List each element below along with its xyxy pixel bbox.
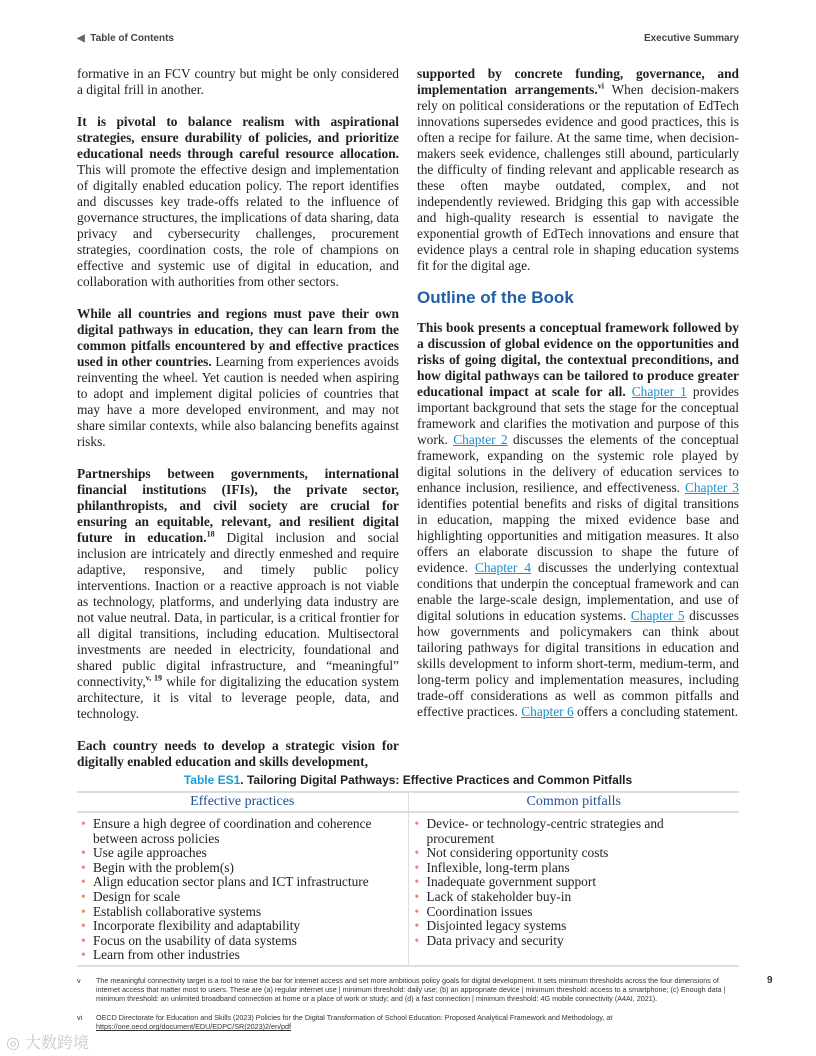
paragraph <box>417 66 739 274</box>
toc-link[interactable] <box>77 33 174 44</box>
list-item: • Device- or technology-centric strategies and procurement <box>413 817 732 846</box>
effective-practices-cell <box>77 812 408 966</box>
footnote-ref[interactable]: v, 19 <box>145 673 163 683</box>
lead: This book presents a conceptual framework followed by a discussion of global evidence on the opportunities and risks of going digital, the contextual preconditions, and how digital pathways can be tailored to produce greater educational impact at scale for all. <box>417 320 739 399</box>
paragraph <box>77 114 399 290</box>
list-item: • Disjointed legacy systems <box>413 919 732 934</box>
paragraph <box>77 738 399 770</box>
table-title <box>77 773 739 787</box>
footnote-text: The meaningful connectivity target is a tool to raise the bar for internet access and set more ambitious policy goals for digital development. It sets minimum thresholds across the four dimensions of internet access that matter most to users. These are (a) regular internet use | minimum threshold: daily use; (b) an appropriate device | minimum threshold: access to a smartphone; (c) Enough data | minimum threshold: an unlimited broadband connection at home or a place of work or study; and (d) a fast connection | minimum threshold: 4G mobile connectivity (A4AI, 2021). <box>96 976 726 1003</box>
lead: It is pivotal to balance realism with aspirational strategies, ensure durability of policies, and prioritize educational needs through careful resource allocation. <box>77 114 399 161</box>
paragraph <box>77 466 399 722</box>
list-item: • Coordination issues <box>413 905 732 920</box>
list-item: • Focus on the usability of data systems <box>79 934 400 949</box>
text: provides important background that sets the stage for the conceptual framework and clarifies the motivation and purpose of this work. <box>417 384 739 447</box>
text: This will promote the effective design and implementation of digitally enabled education policy. The report identifies and discusses key trade-offs related to the influence of governance structures, the implications of data sharing, data privacy and cybersecurity challenges, procurement strategies, coordination costs, the role of champions on effective and systemic use of digital in education, and collaboration with authorities from other sectors. <box>77 162 399 289</box>
footnote-link[interactable]: https://one.oecd.org/document/EDU/EDPC/SR(2023)2/en/pdf <box>96 1022 291 1031</box>
text: formative in an FCV country but might be only considered a digital frill in another. <box>77 66 399 97</box>
section-heading: Outline of the Book <box>417 288 574 307</box>
chapter-4-link[interactable]: Chapter 4 <box>474 560 532 575</box>
text: Digital inclusion and social inclusion are intricately and directly enmeshed and require adaptive, responsive, and timely public policy interventions. Inaction or a reactive approach is not viable as technology, platforms, and underlying data industry are not value neutral. Data, in particular, is a critical frontier for all digital transitions, including education. Multisectoral investments are needed in electricity, foundational and shared public digital infrastructure, and “meaningful” connectivity, <box>77 530 399 689</box>
text: offers a concluding statement. <box>573 704 739 719</box>
chapter-1-link[interactable]: Chapter 1 <box>631 384 687 399</box>
chapter-3-link[interactable]: Chapter 3 <box>684 480 739 495</box>
chapter-2-link[interactable]: Chapter 2 <box>453 432 508 447</box>
text: discusses how governments and policymakers can think about tailoring pathways for digital transitions in education and skills development to inform short-term, medium-term, and long-term policy and implementation measures, including trade-off considerations as well as common pitfalls and effective practices. <box>417 608 739 719</box>
text: discusses the elements of the conceptual framework, expanding on the systemic role played by digital solutions in the delivery of education services to enhance inclusion, resilience, and effectiveness. <box>417 432 740 495</box>
paragraph <box>77 66 399 98</box>
footnote <box>77 1013 739 1031</box>
common-pitfalls-cell <box>408 812 739 966</box>
list-item: • Inflexible, long-term plans <box>413 861 732 876</box>
text: Learning from experiences avoids reinventing the wheel. Yet caution is needed when aspiring to adopt and implement digital policies of countries that may have a more developed environment, and may not share similar contexts, while also balancing benefits against risks. <box>77 354 399 449</box>
lead: Each country needs to develop a strategic vision for digitally enabled education and skills development, <box>77 738 399 769</box>
right-column <box>417 66 739 736</box>
text: discusses the underlying contextual conditions that underpin the conceptual framework and can enable the large-scale design, implementation, and use of digital solutions in education systems. <box>417 560 740 623</box>
text: When decision-makers rely on political considerations or the reputation of EdTech innovations supersedes evidence and good practices, this is often a recipe for failure. At the same time, when decision-makers seek evidence, challenges still abound, particularly the difficulty of finding relevant and applicable research as these often maybe outdated, complex, and not independently reviewed. Bridging this gap with accessible and high-quality research is essential to navigate the exponential growth of EdTech innovations and ensure that evidence plays a central role in shaping education systems fit for the digital age. <box>417 82 739 273</box>
list-item: • Not considering opportunity costs <box>413 846 732 861</box>
triangle-left-icon: ◀ <box>77 33 85 44</box>
footnote-mark: v <box>77 976 81 985</box>
list-item: • Data privacy and security <box>413 934 732 949</box>
endnote-ref[interactable]: 18 <box>206 529 215 539</box>
footnote <box>77 976 739 1003</box>
list-item: • Lack of stakeholder buy-in <box>413 890 732 905</box>
footnote-text: OECD Directorate for Education and Skills (2023) Policies for the Digital Transformation of School Education: Proposed Analytical Framework and Methodology, at <box>96 1013 613 1022</box>
list-item: • Align education sector plans and ICT infrastructure <box>79 875 400 890</box>
lead: While all countries and regions must pave their own digital pathways in education, they can learn from the common pitfalls encountered by and effective practices used in other countries. <box>77 306 399 369</box>
page-number: 9 <box>767 975 773 986</box>
footnote-mark: vi <box>77 1013 83 1022</box>
paragraph <box>417 320 739 720</box>
chapter-6-link[interactable]: Chapter 6 <box>521 704 574 719</box>
column-header: Effective practices <box>77 792 408 812</box>
footnote-ref[interactable]: vi <box>597 81 604 91</box>
pitfalls-list <box>413 817 732 948</box>
effective-list <box>79 817 400 963</box>
list-item: • Begin with the problem(s) <box>79 861 400 876</box>
paragraph <box>77 306 399 450</box>
list-item: • Ensure a high degree of coordination and coherence between across policies <box>79 817 400 846</box>
text: identifies potential benefits and risks of digital transitions in education, mapping the mixed evidence base and highlighting opportunities and mitigation measures. It also offers an elaborate discussion to shape the future of evidence. <box>417 496 739 575</box>
column-header: Common pitfalls <box>408 792 739 812</box>
toc-label: Table of Contents <box>90 33 174 44</box>
table-caption: . Tailoring Digital Pathways: Effective Practices and Common Pitfalls <box>240 773 633 787</box>
practices-table <box>77 791 739 967</box>
list-item: • Design for scale <box>79 890 400 905</box>
list-item: • Incorporate flexibility and adaptability <box>79 919 400 934</box>
list-item: • Inadequate government support <box>413 875 732 890</box>
lead: supported by concrete funding, governance, and implementation arrangements. <box>417 66 739 97</box>
left-column <box>77 66 399 786</box>
lead: Partnerships between governments, international financial institutions (IFIs), the private sector, philanthropists, and civil society are crucial for ensuring an equitable, relevant, and resilient digital future in education. <box>77 466 399 545</box>
table-label: Table ES1 <box>183 773 241 787</box>
list-item: • Use agile approaches <box>79 846 400 861</box>
chapter-5-link[interactable]: Chapter 5 <box>630 608 685 623</box>
section-title: Executive Summary <box>643 33 739 44</box>
list-item: • Learn from other industries <box>79 948 400 963</box>
watermark: ◎ 大数跨境 <box>6 1033 90 1052</box>
list-item: • Establish collaborative systems <box>79 905 400 920</box>
text: while for digitalizing the education system architecture, it is vital to leverage people, data, and technology. <box>77 674 399 721</box>
